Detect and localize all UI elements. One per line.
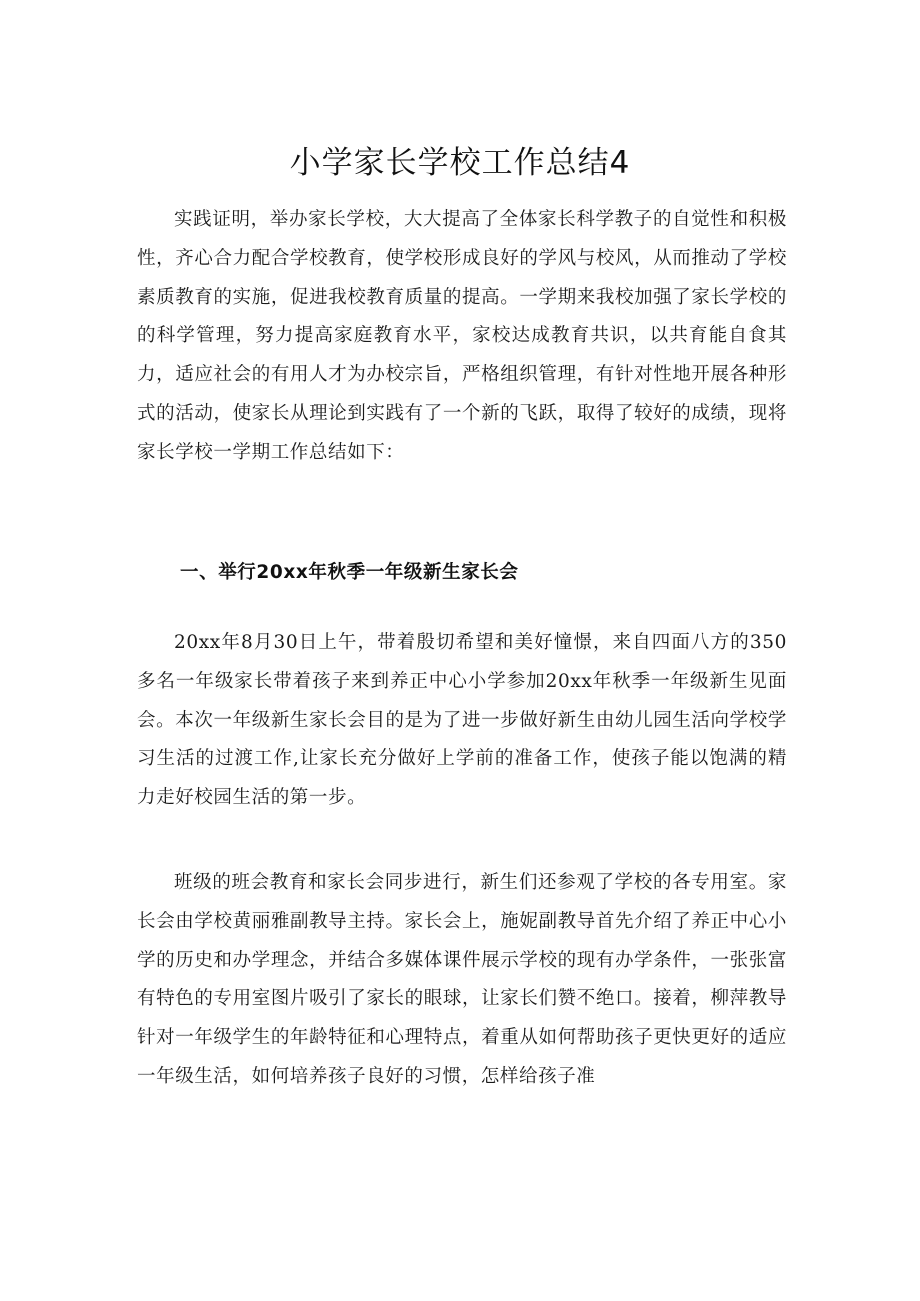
document-title: 小学家长学校工作总结4 xyxy=(289,145,631,181)
body-paragraph-1: 20xx年8月30日上午，带着殷切希望和美好憧憬，来自四面八方的350多名一年级家长带着孩子来到养正中心小学参加20xx年秋季一年级新生见面会。本次一年级新生家长会目的是为了进一步做好新生由幼儿园生活向学校学习生活的过渡工作,让家长充分做好上学前的准备工作，使孩子能以饱满的精力走好校园生活的第一步。 xyxy=(137,632,787,809)
body-paragraph-2: 班级的班会教育和家长会同步进行，新生们还参观了学校的各专用室。家长会由学校黄丽雅副教导主持。家长会上，施妮副教导首先介绍了养正中心小学的历史和办学理念，并结合多媒体课件展示学校的现有办学条件，一张张富有特色的专用室图片吸引了家长的眼球，让家长们赞不绝口。接着，柳萍教导针对一年级学生的年龄特征和心理特点，着重从如何帮助孩子更快更好的适应一年级生活，如何培养孩子良好的习惯，怎样给孩子准 xyxy=(137,872,787,1087)
intro-paragraph: 实践证明，举办家长学校，大大提高了全体家长科学教子的自觉性和积极性，齐心合力配合学校教育，使学校形成良好的学风与校风，从而推动了学校素质教育的实施，促进我校教育质量的提高。一学期来我校加强了家长学校的的科学管理，努力提高家庭教育水平，家校达成教育共识，以共育能自食其力，适应社会的有用人才为办校宗旨，严格组织管理，有针对性地开展各种形式的活动，使家长从理论到实践有了一个新的飞跃，取得了较好的成绩，现将家长学校一学期工作总结如下： xyxy=(137,209,787,463)
section-heading: 一、举行20xx年秋季一年级新生家长会 xyxy=(180,562,519,583)
